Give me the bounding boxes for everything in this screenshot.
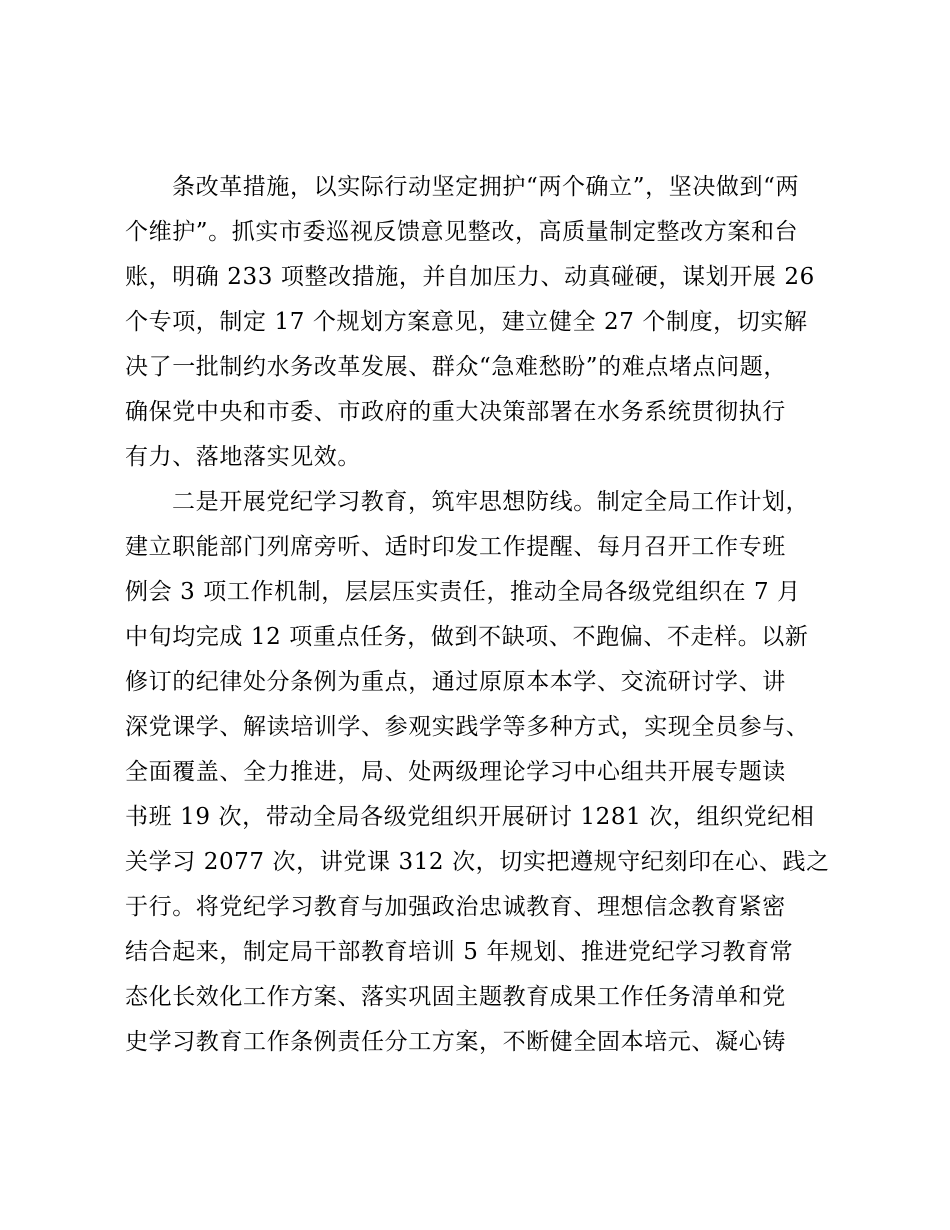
paragraph-2-line-3: 例会 3 项工作机制，层层压实责任，推动全局各级党组织在 7 月	[125, 579, 801, 605]
paragraph-1-line-1: 条改革措施，以实际行动坚定拥护“两个确立”，坚决做到“两	[172, 174, 800, 200]
paragraph-2-line-1: 二是开展党纪学习教育，筑牢思想防线。制定全局工作计划，	[172, 489, 810, 515]
paragraph-2-line-6: 深党课学、解读培训学、参观实践学等多种方式，实现全员参与、	[125, 714, 810, 740]
paragraph-2-line-2: 建立职能部门列席旁听、适时印发工作提醒、每月召开工作专班	[125, 534, 786, 560]
paragraph-2-line-5: 修订的纪律处分条例为重点，通过原原本本学、交流研讨学、讲	[125, 669, 786, 695]
paragraph-2-line-10: 于行。将党纪学习教育与加强政治忠诚教育、理想信念教育紧密	[125, 894, 786, 920]
paragraph-1-line-6: 确保党中央和市委、市政府的重大决策部署在水务系统贯彻执行	[125, 399, 786, 425]
paragraph-1-line-7: 有力、落地落实见效。	[125, 444, 361, 470]
paragraph-2-line-7: 全面覆盖、全力推进，局、处两级理论学习中心组共开展专题读	[125, 759, 786, 785]
paragraph-2-line-4: 中旬均完成 12 项重点任务，做到不缺项、不跑偏、不走样。以新	[125, 624, 809, 650]
paragraph-2-line-11: 结合起来，制定局干部教育培训 5 年规划、推进党纪学习教育常	[125, 939, 794, 965]
paragraph-2-line-13: 史学习教育工作条例责任分工方案，不断健全固本培元、凝心铸	[125, 1029, 786, 1055]
paragraph-2-line-9: 关学习 2077 次，讲党课 312 次，切实把遵规守纪刻印在心、践之	[125, 849, 830, 875]
paragraph-1-line-3: 账，明确 233 项整改措施，并自加压力、动真碰硬，谋划开展 26	[125, 264, 815, 290]
paragraph-1-line-5: 决了一批制约水务改革发展、群众“急难愁盼”的难点堵点问题，	[125, 354, 787, 380]
paragraph-1-line-4: 个专项，制定 17 个规划方案意见，建立健全 27 个制度，切实解	[125, 309, 808, 335]
paragraph-2-line-8: 书班 19 次，带动全局各级党组织开展研讨 1281 次，组织党纪相	[125, 804, 815, 830]
paragraph-2-line-12: 态化长效化工作方案、落实巩固主题教育成果工作任务清单和党	[125, 984, 786, 1010]
paragraph-1-line-2: 个维护”。抓实市委巡视反馈意见整改，高质量制定整改方案和台	[125, 219, 799, 245]
